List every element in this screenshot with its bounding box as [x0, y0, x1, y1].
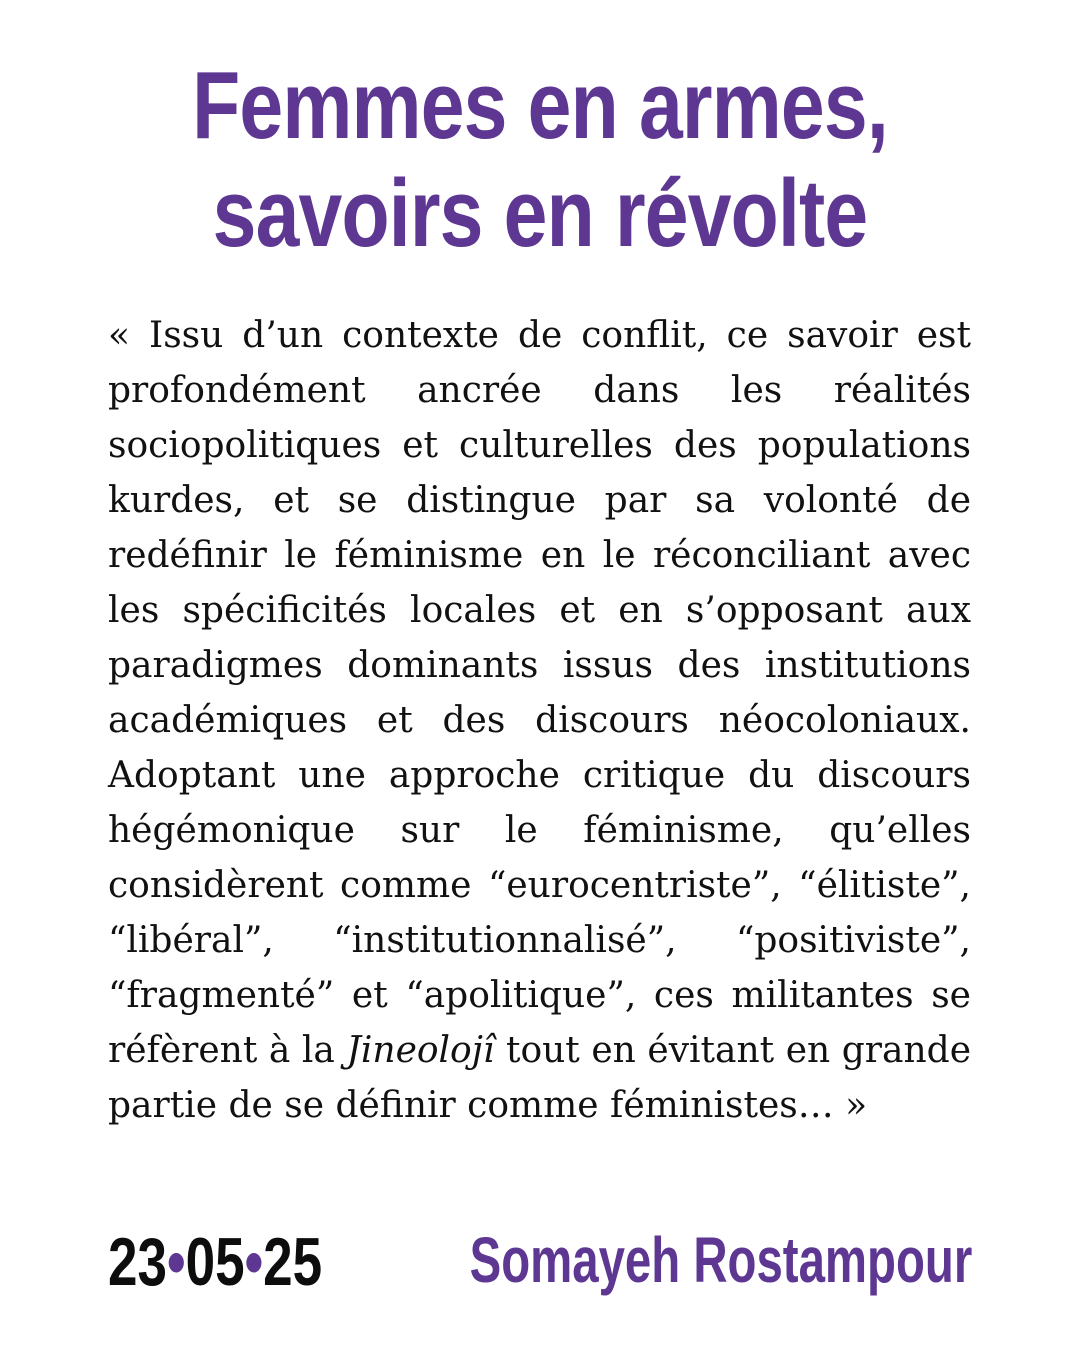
quote-italic-term: Jineolojî — [346, 1030, 495, 1071]
date-month: 05 — [185, 1224, 245, 1300]
author-name: Somayeh Rostampour — [469, 1224, 972, 1296]
date-separator-dot: • — [166, 1224, 186, 1300]
page-title — [146, 52, 933, 268]
date-year: 25 — [263, 1224, 323, 1300]
quote-text-part-1: « Issu d’un contexte de conflit, ce savoir est profondément ancrée dans les réalités sociopolitiques et culturelles des populations kurdes, et se distingue par sa volonté de redéfinir le féminisme en le réconciliant avec les spécificités locales et en s’opposant aux paradigmes dominants issus des institutions académiques et des discours néocoloniaux. Adoptant une approche critique du discours hégémonique sur le féminisme, qu’elles considèrent comme “eurocentriste”, “élitiste”, “libéral”, “institutionnalisé”, “positiviste”, “fragmenté” et “apolitique”, ces militantes se réfèrent à la — [108, 315, 971, 1071]
title-line-2: savoirs en révolte — [212, 160, 868, 267]
date-separator-dot: • — [244, 1224, 264, 1300]
quote-text — [108, 308, 971, 1133]
publication-date — [108, 1224, 322, 1300]
date-day: 23 — [108, 1224, 167, 1300]
quote-text-part-2: tout en évitant en grande partie de se définir comme féministes… » — [108, 1030, 971, 1126]
title-line-1: Femmes en armes, — [192, 52, 888, 159]
